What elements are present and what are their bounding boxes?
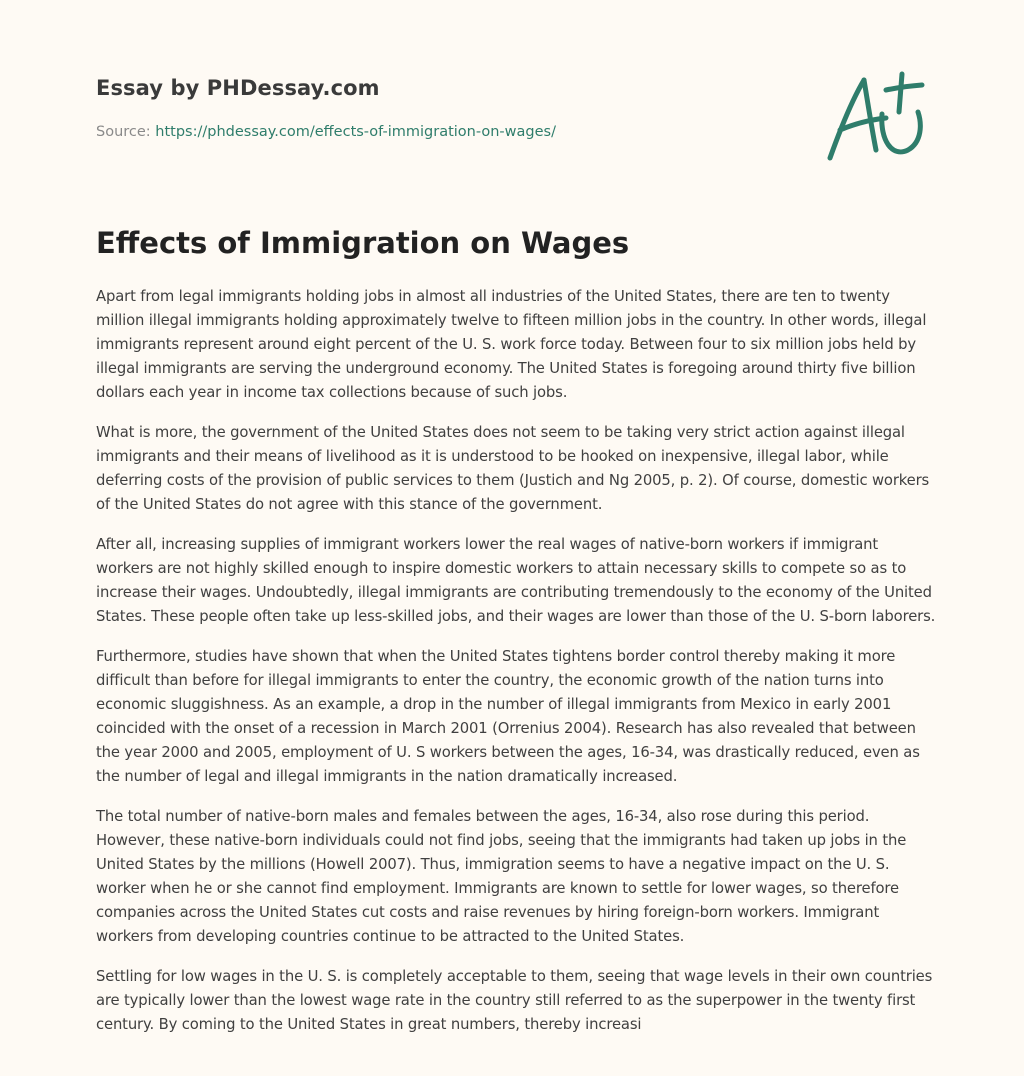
essay-title: Effects of Immigration on Wages — [96, 226, 630, 260]
essay-paragraph: The total number of native-born males and females between the ages, 16-34, also rose during this period. However, these native-born individuals could not find jobs, seeing that the immigrants had taken up jobs in the United States by the millions (Howell 2007). Thus, immigration seems to have a negative impact on the U. S. worker when he or she cannot find employment. Immigrants are known to settle for lower wages, so therefore companies across the United States cut costs and raise revenues by hiring foreign-born workers. Immigrant workers from developing countries continue to be attracted to the United States. — [96, 808, 907, 945]
site-title: Essay by PHDessay.com — [96, 76, 380, 100]
source-label: Source: — [96, 124, 151, 140]
essay-paragraph: Apart from legal immigrants holding jobs in almost all industries of the United States, there are ten to twenty million illegal immigrants holding approximately twelve to fifteen million jobs in the country. In other words, illegal immigrants represent around eight percent of the U. S. work force today. Between four to six million jobs held by illegal immigrants are serving the underground economy. The United States is foregoing around thirty five billion dollars each year in income tax collections because of such jobs. — [96, 288, 927, 401]
essay-paragraph: What is more, the government of the United States does not seem to be taking very strict action against illegal immigrants and their means of livelihood as it is understood to be hooked on inexpensive, illegal labor, while deferring costs of the provision of public services to them (Justich and Ng 2005, p. 2). Of course, domestic workers of the United States do not agree with this stance of the government. — [96, 424, 930, 513]
essay-paragraph: Furthermore, studies have shown that when the United States tightens border control thereby making it more difficult than before for illegal immigrants to enter the country, the economic growth of the nation turns into economic sluggishness. As an example, a drop in the number of illegal immigrants from Mexico in early 2001 coincided with the onset of a recession in March 2001 (Orrenius 2004). Research has also revealed that between the year 2000 and 2005, employment of U. S workers between the ages, 16-34, was drastically reduced, even as the number of legal and illegal immigrants in the nation dramatically increased. — [96, 648, 920, 785]
source-link[interactable]: https://phdessay.com/effects-of-immigration-on-wages/ — [155, 124, 556, 140]
essay-paragraph: Settling for low wages in the U. S. is completely acceptable to them, seeing that wage levels in their own countries are typically lower than the lowest wage rate in the country still referred to as the superpower in the twenty first century. By coming to the United States in great numbers, thereby increasi — [96, 968, 933, 1033]
a-plus-logo-icon — [822, 68, 930, 164]
source-line — [96, 124, 556, 140]
essay-paragraph: After all, increasing supplies of immigrant workers lower the real wages of native-born workers if immigrant workers are not highly skilled enough to inspire domestic workers to attain necessary skills to compete so as to increase their wages. Undoubtedly, illegal immigrants are contributing tremendously to the economy of the United States. These people often take up less-skilled jobs, and their wages are lower than those of the U. S-born laborers. — [96, 536, 936, 625]
essay-body — [96, 285, 936, 1053]
